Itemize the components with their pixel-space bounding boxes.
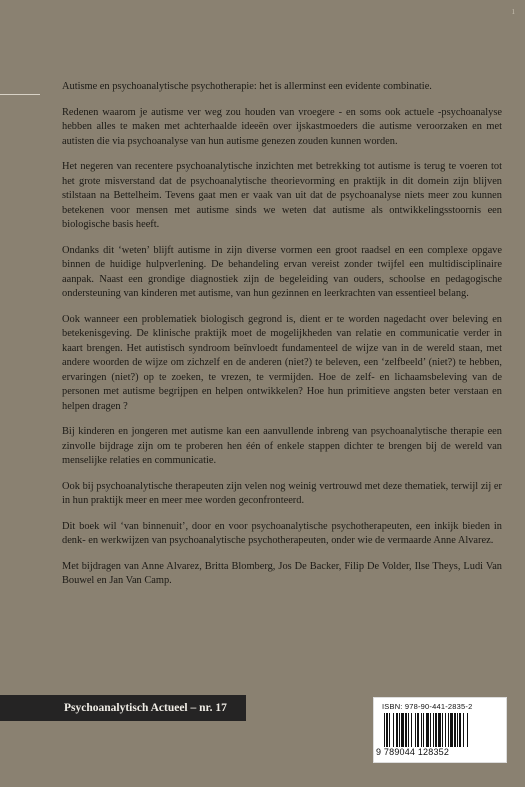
blurb-paragraph-5: Ook wanneer een problematiek biologisch gegrond is, dient er te worden nagedacht over beleving en betekenisgeving. De klinische praktijk moet de mogelijkheden van relatie en communicatie verder in kaart brengen. Het autistisch syndroom beïnvloedt fundamenteel de wijze van in de wereld staan, met andere woorden de wijze om zichzelf en de anderen (niet?) te beleven, een ‘zelfbeeld’ (niet?) te hebben, ervaringen (niet?) op te zoeken, te vrezen, te vermijden. Hoe de zelf- en lichaamsbeleving van de personen met autisme begrijpen en helpen ontwikkelen? Hoe hun primitieve angsten beter verstaan en helpen dragen ?: [62, 313, 502, 412]
barcode-bar: [426, 713, 429, 747]
barcode-bars: [384, 713, 496, 747]
barcode-bar: [459, 713, 461, 747]
blurb-paragraph-3: Het negeren van recentere psychoanalytische inzichten met betrekking tot autisme is terug te voeren tot het grote misverstand dat de psychoanalytische theorievorming en praktijk in dit domein zijn blijven stilstaan na Bettelheim. Tevens gaat men er vaak van uit dat de psychoanalyse niets meer zou kunnen betekenen voor mensen met autisme sinds we weten dat autisme als ontwikkelingsstoornis een biologische basis heeft.: [62, 161, 502, 230]
barcode-bar: [396, 713, 398, 747]
barcode-bar: [433, 713, 434, 747]
blurb-paragraph-7: Ook bij psychoanalytische therapeuten zijn velen nog weinig vertrouwd met deze thematiek, terwijl zij er in hun praktijk meer en meer mee worden geconfronteerd.: [62, 480, 502, 506]
corner-mark: 1: [511, 8, 515, 16]
barcode-bar: [401, 713, 404, 747]
blurb-text: [62, 80, 502, 600]
barcode-bar: [445, 713, 446, 747]
barcode-bar: [384, 713, 385, 747]
barcode-bar: [415, 713, 416, 747]
barcode-bar: [435, 713, 437, 747]
blurb-paragraph-4: Ondanks dit ‘weten’ blijft autisme in zijn diverse vormen een groot raadsel en een complexe opgave binnen de huidige hulpverlening. De behandeling ervan vereist zonder twijfel een multidisciplinaire aanpak. Naast een grondige diagnostiek zijn de begeleiding van ouders, schoolse en pedagogische ondersteuning van kinderen met autisme, van hun gezinnen en leerkrachten van essentieel belang.: [62, 244, 502, 299]
blurb-paragraph-8: Dit boek wil ‘van binnenuit’, door en voor psychoanalytische psychotherapeuten, een inkijk bieden in denk- en werkwijzen van psychoanalytische psychotherapeuten, onder wie de vermaarde Anne Alvarez.: [62, 520, 502, 546]
barcode-bar: [438, 713, 441, 747]
blurb-paragraph-1: Autisme en psychoanalytische psychotherapie: het is allerminst een evidente combinatie.: [62, 81, 432, 92]
barcode-bar: [442, 713, 443, 747]
barcode-bar: [448, 713, 449, 747]
barcode-bar: [408, 713, 409, 747]
barcode-box: [373, 697, 507, 763]
barcode-bar: [417, 713, 419, 747]
barcode-bar: [454, 713, 456, 747]
decorative-rule: [0, 94, 40, 95]
blurb-paragraph-2: Redenen waarom je autisme ver weg zou houden van vroegere - en soms ook actuele -psychoanalyse hebben alles te maken met achterhaalde ideeën over ijskastmoeders die autisme veroorzaken en met autisten die via psychoanalyse van hun autisme genezen zouden kunnen worden.: [62, 106, 502, 147]
barcode-bar: [393, 713, 394, 747]
barcode-bar: [386, 713, 388, 747]
series-bar: [0, 695, 246, 721]
barcode-bar: [405, 713, 407, 747]
blurb-paragraph-9: Met bijdragen van Anne Alvarez, Britta Blomberg, Jos De Backer, Filip De Volder, Ilse Theys, Ludi Van Bouwel en Jan Van Camp.: [62, 560, 502, 586]
barcode-bar: [389, 713, 390, 747]
barcode-bar: [421, 713, 422, 747]
barcode-bar: [411, 713, 412, 747]
barcode-bar: [430, 713, 431, 747]
barcode-bar: [399, 713, 400, 747]
series-label: Psychoanalytisch Actueel – nr. 17: [64, 702, 227, 714]
barcode-bar: [457, 713, 458, 747]
barcode-bar: [450, 713, 453, 747]
blurb-paragraph-6: Bij kinderen en jongeren met autisme kan een aanvullende inbreng van psychoanalytische therapie een zinvolle bijdrage zijn om te proberen hen één of enkele stappen dichter te brengen bij de wereld van menselijke relaties en communicatie.: [62, 426, 502, 466]
barcode-bar: [423, 713, 424, 747]
isbn-text: ISBN: 978-90-441-2835-2: [382, 702, 473, 711]
barcode-bar: [467, 713, 468, 747]
barcode-bar: [463, 713, 464, 747]
barcode-digits: 9 789044 128352: [376, 747, 450, 757]
